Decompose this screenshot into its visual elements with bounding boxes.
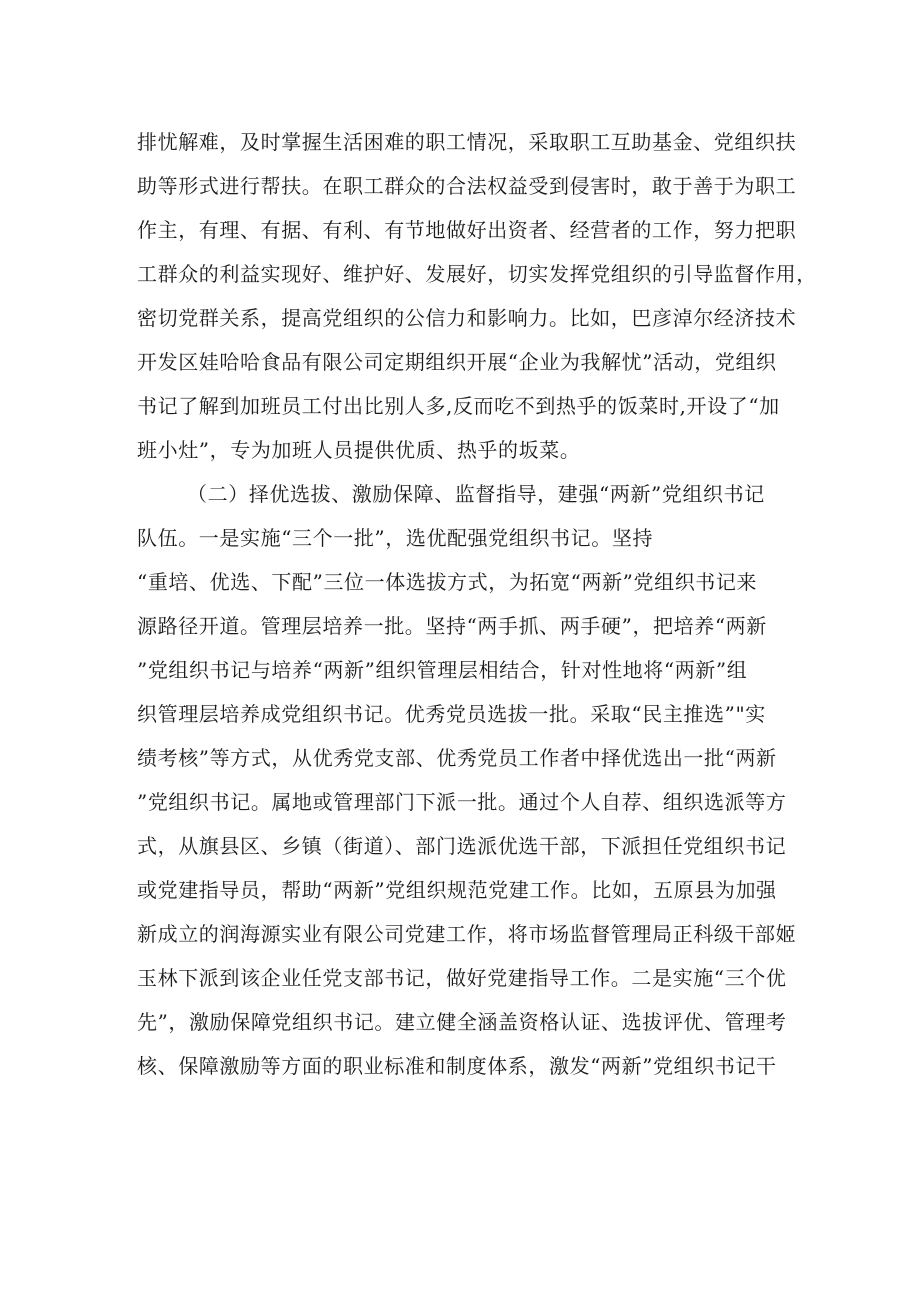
text-line: 开发区娃哈哈食品有限公司定期组织开展“企业为我解忧”活动，党组织 <box>137 350 777 374</box>
text-line: ”党组织书记。属地或管理部门下派一批。通过个人自荐、组织选派等方 <box>137 790 787 814</box>
text-line: 新成立的润海源实业有限公司党建工作，将市场监督管理局正科级干部姬 <box>137 922 797 946</box>
text-line: 密切党群关系，提高党组织的公信力和影响力。比如，巴彦淖尔经济技术 <box>137 306 797 330</box>
text-line: 式，从旗县区、乡镇（街道）、部门选派优选干部，下派担任党组织书记 <box>137 834 787 858</box>
text-line: 书记了解到加班员工付出比别人多,反而吃不到热乎的饭菜时,开设了“加 <box>137 394 780 418</box>
text-line: 助等形式进行帮扶。在职工群众的合法权益受到侵害时，敢于善于为职工 <box>137 174 797 198</box>
text-line: 先”，激励保障党组织书记。建立健全涵盖资格认证、选拔评优、管理考 <box>137 1010 787 1034</box>
text-line: 班小灶”，专为加班人员提供优质、热乎的坂菜。 <box>137 438 581 462</box>
text-line: 工群众的利益实现好、维护好、发展好，切实发挥党组织的引导监督作用， <box>137 262 817 286</box>
text-line: ”党组织书记与培养“两新”组织管理层相结合，针对性地将“两新”组 <box>137 658 748 682</box>
text-line: “重培、优选、下配”三位一体选拔方式，为拓宽“两新”党组织书记来 <box>137 570 758 594</box>
text-line: 绩考核”等方式，从优秀党支部、优秀党员工作者中择优选出一批“两新 <box>137 746 777 770</box>
text-line: 源路径开道。管理层培养一批。坚持“两手抓、两手硬”，把培养“两新 <box>137 614 767 638</box>
text-line: 织管理层培养成党组织书记。优秀党员选拔一批。采取“民主推选”"实 <box>137 702 766 726</box>
text-line: 排忧解难，及时掌握生活困难的职工情况，采取职工互助基金、党组织扶 <box>137 130 797 154</box>
text-line: 队伍。一是实施“三个一批”，选优配强党组织书记。坚持 <box>137 526 654 550</box>
text-line: 或党建指导员，帮助“两新”党组织规范党建工作。比如，五原县为加强 <box>137 878 777 902</box>
text-line: 玉林下派到该企业任党支部书记，做好党建指导工作。二是实施“三个优 <box>137 966 787 990</box>
section-heading-line: （二）择优选拔、激励保障、监督指导，建强“两新”党组织书记 <box>187 482 765 506</box>
text-line: 作主，有理、有据、有利、有节地做好出资者、经营者的工作，努力把职 <box>137 218 797 242</box>
text-line: 核、保障激励等方面的职业标准和制度体系，激发“两新”党组织书记干 <box>137 1054 777 1078</box>
